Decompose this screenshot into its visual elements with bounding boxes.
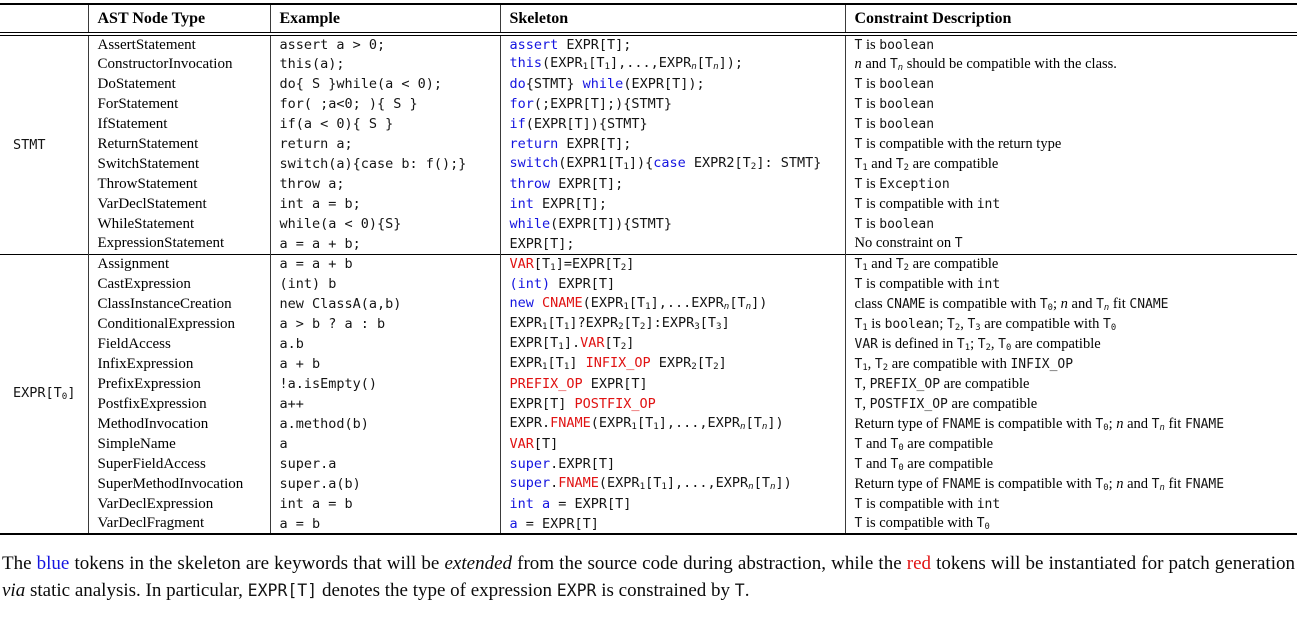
skeleton-cell: PREFIX_OP EXPR[T] xyxy=(500,374,845,394)
example-cell: a = a + b xyxy=(270,254,500,274)
constraint-cell: T, PREFIX_OP are compatible xyxy=(845,374,1297,394)
skeleton-cell: $VAR[T_1]=EXPR[T_2]$ xyxy=(500,254,845,274)
table-row xyxy=(0,154,1297,174)
constraint-cell: T is Exception xyxy=(845,174,1297,194)
example-cell: throw a; xyxy=(270,174,500,194)
ast-node-type-cell: IfStatement xyxy=(88,114,270,134)
skeleton-cell: $switch(EXPR1[T_1])\{case$ $EXPR2[T_2]$: STMT} xyxy=(500,154,845,174)
constraint-cell: T, POSTFIX_OP are compatible xyxy=(845,394,1297,414)
table-row xyxy=(0,454,1297,474)
constraint-cell: T is boolean xyxy=(845,94,1297,114)
table-row xyxy=(0,114,1297,134)
header-row xyxy=(0,4,1297,34)
skeleton-cell: for(;EXPR[T];){STMT} xyxy=(500,94,845,114)
example-cell: int a = b xyxy=(270,494,500,514)
skeleton-cell: $EXPR[T_1].VAR[T_2]$ xyxy=(500,334,845,354)
ast-node-type-cell: DoStatement xyxy=(88,74,270,94)
example-cell: while(a < 0){S} xyxy=(270,214,500,234)
table-row xyxy=(0,234,1297,254)
skeleton-cell: VAR[T] xyxy=(500,434,845,454)
ast-node-type-cell: VarDeclFragment xyxy=(88,514,270,534)
constraint-cell: class CNAME is compatible with $T_0$; n and $T_n$ fit CNAME xyxy=(845,294,1297,314)
ast-node-type-cell: AssertStatement xyxy=(88,34,270,54)
example-cell: a = a + b; xyxy=(270,234,500,254)
skeleton-cell: new $CNAME(EXPR_1[T_1],...EXPR_n[T_n])$ xyxy=(500,294,845,314)
ast-node-type-cell: ForStatement xyxy=(88,94,270,114)
constraint-cell: $T_1$ and $T_2$ are compatible xyxy=(845,154,1297,174)
constraint-cell: $T_1$ is boolean; $T_2$, $T_3$ are compatible with $T_0$ xyxy=(845,314,1297,334)
skeleton-cell: do{STMT} while(EXPR[T]); xyxy=(500,74,845,94)
table-row xyxy=(0,34,1297,54)
constraint-cell: $T_1$, $T_2$ are compatible with INFIX_OP xyxy=(845,354,1297,374)
constraint-cell: T is boolean xyxy=(845,114,1297,134)
example-cell: if(a < 0){ S } xyxy=(270,114,500,134)
table-row xyxy=(0,334,1297,354)
example-cell: (int) b xyxy=(270,274,500,294)
constraint-cell: $T_1$ and $T_2$ are compatible xyxy=(845,254,1297,274)
constraint-cell: T is boolean xyxy=(845,34,1297,54)
ast-node-type-cell: PrefixExpression xyxy=(88,374,270,394)
table-row xyxy=(0,274,1297,294)
ast-node-type-cell: InfixExpression xyxy=(88,354,270,374)
header-skeleton: Skeleton xyxy=(500,4,845,34)
ast-node-type-cell: CastExpression xyxy=(88,274,270,294)
ast-node-type-cell: ReturnStatement xyxy=(88,134,270,154)
example-cell: a + b xyxy=(270,354,500,374)
example-cell: super.a(b) xyxy=(270,474,500,494)
table-row xyxy=(0,54,1297,74)
example-cell: a.method(b) xyxy=(270,414,500,434)
ast-node-type-cell: Assignment xyxy=(88,254,270,274)
skeleton-cell: throw EXPR[T]; xyxy=(500,174,845,194)
ast-node-type-cell: ConditionalExpression xyxy=(88,314,270,334)
constraint-cell: T is compatible with the return type xyxy=(845,134,1297,154)
ast-node-type-cell: SwitchStatement xyxy=(88,154,270,174)
ast-node-table xyxy=(0,3,1297,535)
table-row xyxy=(0,134,1297,154)
constraint-cell: T is boolean xyxy=(845,214,1297,234)
example-cell: do{ S }while(a < 0); xyxy=(270,74,500,94)
example-cell: super.a xyxy=(270,454,500,474)
skeleton-cell: int a = EXPR[T] xyxy=(500,494,845,514)
constraint-cell: T is compatible with $T_0$ xyxy=(845,514,1297,534)
header-example: Example xyxy=(270,4,500,34)
group-label: $EXPR[T_0]$ xyxy=(0,254,88,534)
ast-node-type-cell: ClassInstanceCreation xyxy=(88,294,270,314)
example-cell: a > b ? a : b xyxy=(270,314,500,334)
table-row xyxy=(0,474,1297,494)
ast-node-type-cell: SimpleName xyxy=(88,434,270,454)
example-cell: !a.isEmpty() xyxy=(270,374,500,394)
table-row xyxy=(0,194,1297,214)
table-row xyxy=(0,354,1297,374)
table-row xyxy=(0,314,1297,334)
ast-node-type-cell: WhileStatement xyxy=(88,214,270,234)
example-cell: int a = b; xyxy=(270,194,500,214)
constraint-cell: T and $T_0$ are compatible xyxy=(845,434,1297,454)
example-cell: a.b xyxy=(270,334,500,354)
ast-node-type-cell: VarDeclStatement xyxy=(88,194,270,214)
table-row xyxy=(0,254,1297,274)
skeleton-cell: super.EXPR[T] xyxy=(500,454,845,474)
example-cell: a xyxy=(270,434,500,454)
example-cell: this(a); xyxy=(270,54,500,74)
table-row xyxy=(0,74,1297,94)
table-row xyxy=(0,434,1297,454)
example-cell: a = b xyxy=(270,514,500,534)
example-cell: for( ;a<0; ){ S } xyxy=(270,94,500,114)
table-row xyxy=(0,514,1297,534)
table-row xyxy=(0,414,1297,434)
ast-node-type-cell: ExpressionStatement xyxy=(88,234,270,254)
table-row xyxy=(0,494,1297,514)
constraint-cell: T is compatible with int xyxy=(845,494,1297,514)
table-row xyxy=(0,394,1297,414)
skeleton-cell: if(EXPR[T]){STMT} xyxy=(500,114,845,134)
table-row xyxy=(0,374,1297,394)
skeleton-cell: $EXPR_1[T_1]?EXPR_2[T_2]:EXPR_3[T_3]$ xyxy=(500,314,845,334)
skeleton-cell: EXPR[T] POSTFIX_OP xyxy=(500,394,845,414)
example-cell: a++ xyxy=(270,394,500,414)
constraint-cell: T is compatible with int xyxy=(845,194,1297,214)
ast-node-type-cell: ConstructorInvocation xyxy=(88,54,270,74)
skeleton-cell: int EXPR[T]; xyxy=(500,194,845,214)
constraint-cell: T and $T_0$ are compatible xyxy=(845,454,1297,474)
example-cell: new ClassA(a,b) xyxy=(270,294,500,314)
skeleton-cell: $EXPR_1[T_1]$ INFIX_OP $EXPR_2[T_2]$ xyxy=(500,354,845,374)
skeleton-cell: (int) EXPR[T] xyxy=(500,274,845,294)
example-cell: switch(a){case b: f();} xyxy=(270,154,500,174)
table-row xyxy=(0,214,1297,234)
skeleton-cell: while(EXPR[T]){STMT} xyxy=(500,214,845,234)
skeleton-cell: EXPR[T]; xyxy=(500,234,845,254)
skeleton-cell: assert EXPR[T]; xyxy=(500,34,845,54)
table-row xyxy=(0,174,1297,194)
header-constraint-description: Constraint Description xyxy=(845,4,1297,34)
ast-node-type-cell: FieldAccess xyxy=(88,334,270,354)
ast-node-type-cell: PostfixExpression xyxy=(88,394,270,414)
skeleton-cell: return EXPR[T]; xyxy=(500,134,845,154)
header-group-spacer xyxy=(0,4,88,34)
ast-node-type-cell: VarDeclExpression xyxy=(88,494,270,514)
ast-node-type-cell: SuperMethodInvocation xyxy=(88,474,270,494)
skeleton-cell: $EXPR.FNAME(EXPR_1[T_1],...,EXPR_n[T_n])$ xyxy=(500,414,845,434)
constraint-cell: T is compatible with int xyxy=(845,274,1297,294)
constraint-cell: Return type of FNAME is compatible with $T_0$; n and $T_n$ fit FNAME xyxy=(845,414,1297,434)
group-label: STMT xyxy=(13,136,46,153)
ast-node-type-cell: ThrowStatement xyxy=(88,174,270,194)
constraint-cell: n and $T_n$ should be compatible with the class. xyxy=(845,54,1297,74)
constraint-cell: No constraint on T xyxy=(845,234,1297,254)
ast-node-type-cell: SuperFieldAccess xyxy=(88,454,270,474)
table-row xyxy=(0,294,1297,314)
example-cell: assert a > 0; xyxy=(270,34,500,54)
table-row xyxy=(0,94,1297,114)
constraint-cell: Return type of FNAME is compatible with $T_0$; n and $T_n$ fit FNAME xyxy=(845,474,1297,494)
constraint-cell: T is boolean xyxy=(845,74,1297,94)
skeleton-cell: a = EXPR[T] xyxy=(500,514,845,534)
header-ast-node-type: AST Node Type xyxy=(88,4,270,34)
ast-node-type-cell: MethodInvocation xyxy=(88,414,270,434)
example-cell: return a; xyxy=(270,134,500,154)
skeleton-cell: $this(EXPR_1[T_1],...,EXPR_n[T_n])$; xyxy=(500,54,845,74)
skeleton-cell: $super.FNAME(EXPR_1[T_1],...,EXPR_n[T_n])$ xyxy=(500,474,845,494)
constraint-cell: VAR is defined in $T_1$; $T_2$, $T_0$ are compatible xyxy=(845,334,1297,354)
table-caption: The blue tokens in the skeleton are keywords that will be extended from the source code during abstraction, while the red tokens will be instantiated for patch generation via static analysis. In particular, EXPR[T] denotes the type of expression EXPR is constrained by T. xyxy=(2,553,1295,601)
